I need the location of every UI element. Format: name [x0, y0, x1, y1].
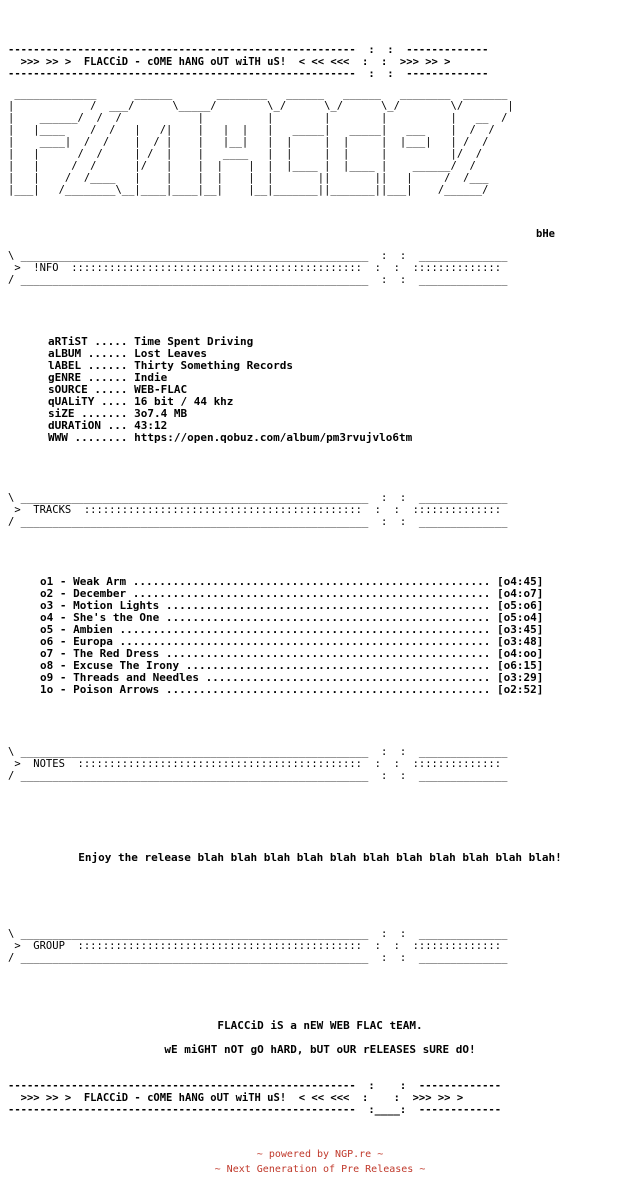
group-line-2: wE miGHT nOT gO hARD, bUT oUR rELEASES sURE dO!	[164, 1043, 476, 1056]
info-duration: dURATiON ... 43:12	[48, 419, 168, 432]
group-line-1: FLACCiD iS a nEW WEB FLAC tEAM.	[217, 1019, 423, 1032]
info-genre: gENRE ...... Indie	[48, 371, 168, 384]
list-item: 1o - Poison Arrows ................................................. [o2:52]	[40, 683, 544, 696]
info-label: lABEL ...... Thirty Something Records	[48, 359, 294, 372]
track-list	[40, 576, 543, 696]
list-item: o5 - Ambien ........................................................ [o3:45]	[40, 623, 544, 636]
footer-powered-by[interactable]: ~ powered by NGP.re ~	[256, 1149, 384, 1160]
list-item: o9 - Threads and Needles ........................................... [o3:29]	[40, 671, 544, 684]
notes-text: Enjoy the release blah blah blah blah blah blah blah blah blah blah blah!	[78, 851, 562, 864]
info-section-header: \ _______________________________________________________ : : ______________ > !NFO :::::::::::::::::::::::::::::::::::::::::::::: : : :::::::::::::: / _______________________________________________________ : : ______________	[8, 250, 508, 286]
info-list	[48, 336, 412, 444]
list-item: o3 - Motion Lights ................................................. [o5:o6]	[40, 599, 544, 612]
info-quality: qUALiTY .... 16 bit / 44 khz	[48, 395, 234, 408]
info-artist: aRTiST ..... Time Spent Driving	[48, 335, 254, 348]
info-source: sOURCE ..... WEB-FLAC	[48, 383, 188, 396]
notes-section-header: \ _______________________________________________________ : : ______________ > NOTES ::::::::::::::::::::::::::::::::::::::::::::: : : :::::::::::::: / _______________________________________________________ : : ______________	[8, 746, 508, 782]
info-size: siZE ....... 3o7.4 MB	[48, 407, 188, 420]
group-section-header: \ _______________________________________________________ : : ______________ > GROUP ::::::::::::::::::::::::::::::::::::::::::::: : : :::::::::::::: / _______________________________________________________ : : ______________	[8, 928, 508, 964]
list-item: o2 - December ...................................................... [o4:o7]	[40, 587, 544, 600]
list-item: o4 - She's the One ................................................. [o5:o4]	[40, 611, 544, 624]
list-item: o6 - Europa ........................................................ [o3:48]	[40, 635, 544, 648]
tracks-section-header: \ _______________________________________________________ : : ______________ > TRACKS :::::::::::::::::::::::::::::::::::::::::::: : : :::::::::::::: / _______________________________________________________ : : ______________	[8, 492, 508, 528]
list-item: o1 - Weak Arm ...................................................... [o4:45]	[40, 575, 544, 588]
info-album: aLBUM ...... Lost Leaves	[48, 347, 207, 360]
footer-tagline: ~ Next Generation of Pre Releases ~	[214, 1164, 426, 1175]
list-item: o8 - Excuse The Irony .............................................. [o6:15]	[40, 659, 544, 672]
flaccid-ascii-logo: _____________ ______ ________ ______ ______ ________ _______ | / ___/ \_____/ \_/ \_/ \_/ \/ | | ______/ / / | | | | | __ / | |____ / / | /| | | | | _____| _____| ___ | / / | ____| / / | / | | |__| | | | | | |___| | / / | | / / | / | | ____ | | | | | |/ / | | / / |/ | | | | | |____ | |____ | ______/ / | | / /____ | | | | | | || || | / /___ |___| /________\__|____|____|__| |__|_______||_______||___| /______/	[8, 88, 514, 196]
list-item: o7 - The Red Dress ................................................. [o4:oo]	[40, 647, 544, 660]
logo-signature: bHe	[536, 228, 555, 240]
info-www: WWW ........ https://open.qobuz.com/album/pm3rvujvlo6tm	[48, 431, 413, 444]
bottom-banner: ------------------------------------------------------- : : ------------- >>> >> > FLACCiD - cOME hANG oUT wiTH uS! < << <<< : : >>> >> > ------------------------------------------------------- :____: -------------	[8, 1080, 502, 1116]
top-banner: ------------------------------------------------------- : : ------------- >>> >> > FLACCiD - cOME hANG oUT wiTH uS! < << <<< : : >>> >> > ------------------------------------------------------- : : -------------	[8, 44, 489, 80]
